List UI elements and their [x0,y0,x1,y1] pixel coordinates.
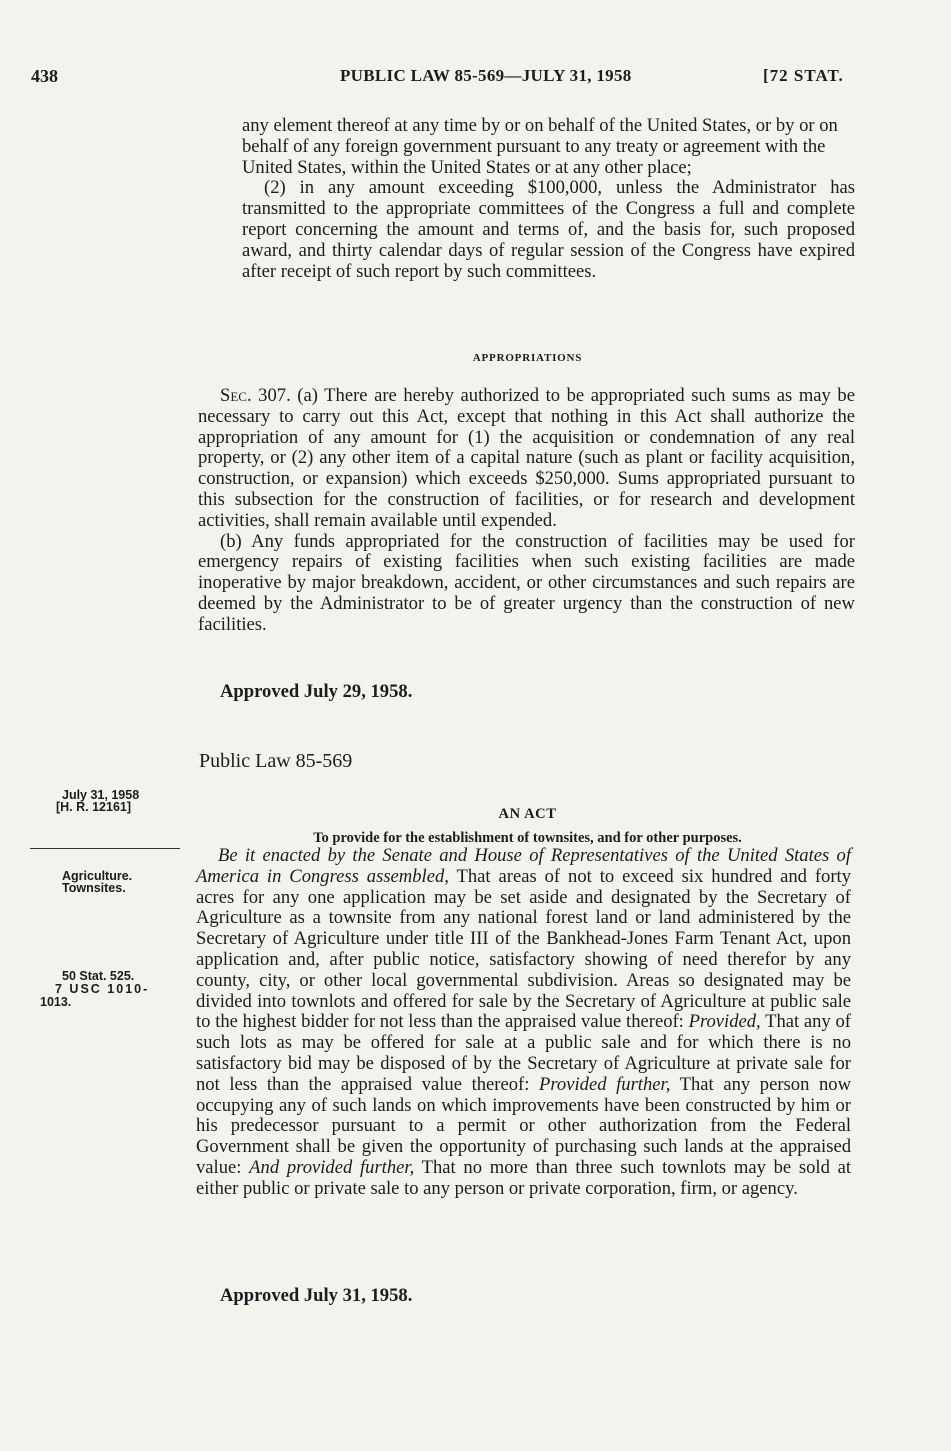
act-purpose: To provide for the establishment of townsites, and for other purposes. [313,830,742,846]
continuation-paragraph-2: (2) in any amount exceeding $100,000, unless the Administrator has transmitted to the appropriate committees of the Congress a full and complete report concerning the amount and terms of, and the basis for, such proposed award, and thirty calendar days of regular session of the Congress have expired after receipt of such report by such committees. [242,177,855,282]
margin-rule [30,848,180,849]
act-text-1: That areas of not to exceed six hundred and forty acres for any one application may be set aside and designated by the Secretary of Agriculture as a townsite from any national forest land or land administered by the Secretary of Agriculture under title III of the Bankhead-Jones Farm Tenant Act, upon application and, after public notice, satisfactory showing of need therefor by any county, city, or other local governmental subdivision. Areas so designated may be divided into townlots and offered for sale by the Secretary of Agriculture at public sale to the highest bidder for not less than the appraised value thereof: [196,865,852,1033]
margin-citation-usc-end: 1013. [40,995,72,1009]
continuation-text [242,116,855,282]
proviso-1: Provided, [688,1011,761,1033]
section-307-a-text: (a) There are hereby authorized to be appropriated such sums as may be necessary to carry out this Act, except that nothing in this Act shall authorize the appropriation of any amount for (1) the acquisition or condemnation of any real property, or (2) any other item of a capital nature (such as plant or facility acquisition, construction, or expansion) which exceeds $250,000. Sums appropriated pursuant to this subsection for the construction of facilities, or for research and development activities, shall remain available until expended. [198,385,855,531]
proviso-2: Provided further, [539,1073,671,1095]
margin-topic-townsites: Townsites. [62,881,126,895]
margin-citation-usc: 7 USC 1010- [55,982,150,996]
section-307-b: (b) Any funds appropriated for the construction of facilities may be used for emergency repairs of existing facilities when such existing facilities are made inoperative by major breakdown, accident, or other circumstances and such repairs are deemed by the Administrator to be of greater urgency than the construction of new facilities. [198,530,855,635]
page-header [0,66,951,90]
approved-date-1: Approved July 29, 1958. [220,681,413,702]
running-head: PUBLIC LAW 85-569—JULY 31, 1958 [340,66,632,85]
act-body-paragraph [196,846,851,1200]
proviso-3: And provided further, [249,1156,415,1178]
enacting-clause: Be it enacted by the Senate and House of Representatives of the United States of America in Congress assembled, [196,845,851,887]
continuation-paragraph-1: any element thereof at any time by or on behalf of the United States, or by or on behalf of any foreign government pursuant to any treaty or agreement with the United States, within the United States or at any other place; [242,115,838,178]
margin-topic-agriculture: Agriculture. [62,869,133,883]
approved-date-2: Approved July 31, 1958. [220,1285,413,1306]
margin-bill-number: [H. R. 12161] [56,800,132,814]
section-307-a [198,386,855,532]
appropriations-section [198,386,855,636]
act-body [196,846,851,1200]
page-number: 438 [31,66,58,86]
volume-reference: [72 STAT. [763,66,844,85]
margin-citation-stat: 50 Stat. 525. [62,969,135,983]
section-label: Sec. 307. [220,385,291,406]
act-text-4: That no more than three such townlots may be sold at either public or private sale to any person or private corporation, firm, or agency. [196,1156,852,1199]
an-act-heading: AN ACT [498,806,557,822]
act-text-3: That any person now occupying any of such lands on which improvements have been constructed by him or his predecessor pursuant to a permit or other authorization from the Federal Government shall be given the opportunity of purchasing such lands at the appraised value: [196,1073,852,1178]
margin-date: July 31, 1958 [62,788,140,802]
act-text-2: That any of such lots as may be offered for sale at a public sale and for which there is no satisfactory bid may be disposed of by the Secretary of Agriculture at private sale for not less than the appraised value thereof: [196,1011,852,1095]
public-law-title: Public Law 85-569 [199,750,353,772]
appropriations-heading: APPROPRIATIONS [472,352,583,364]
